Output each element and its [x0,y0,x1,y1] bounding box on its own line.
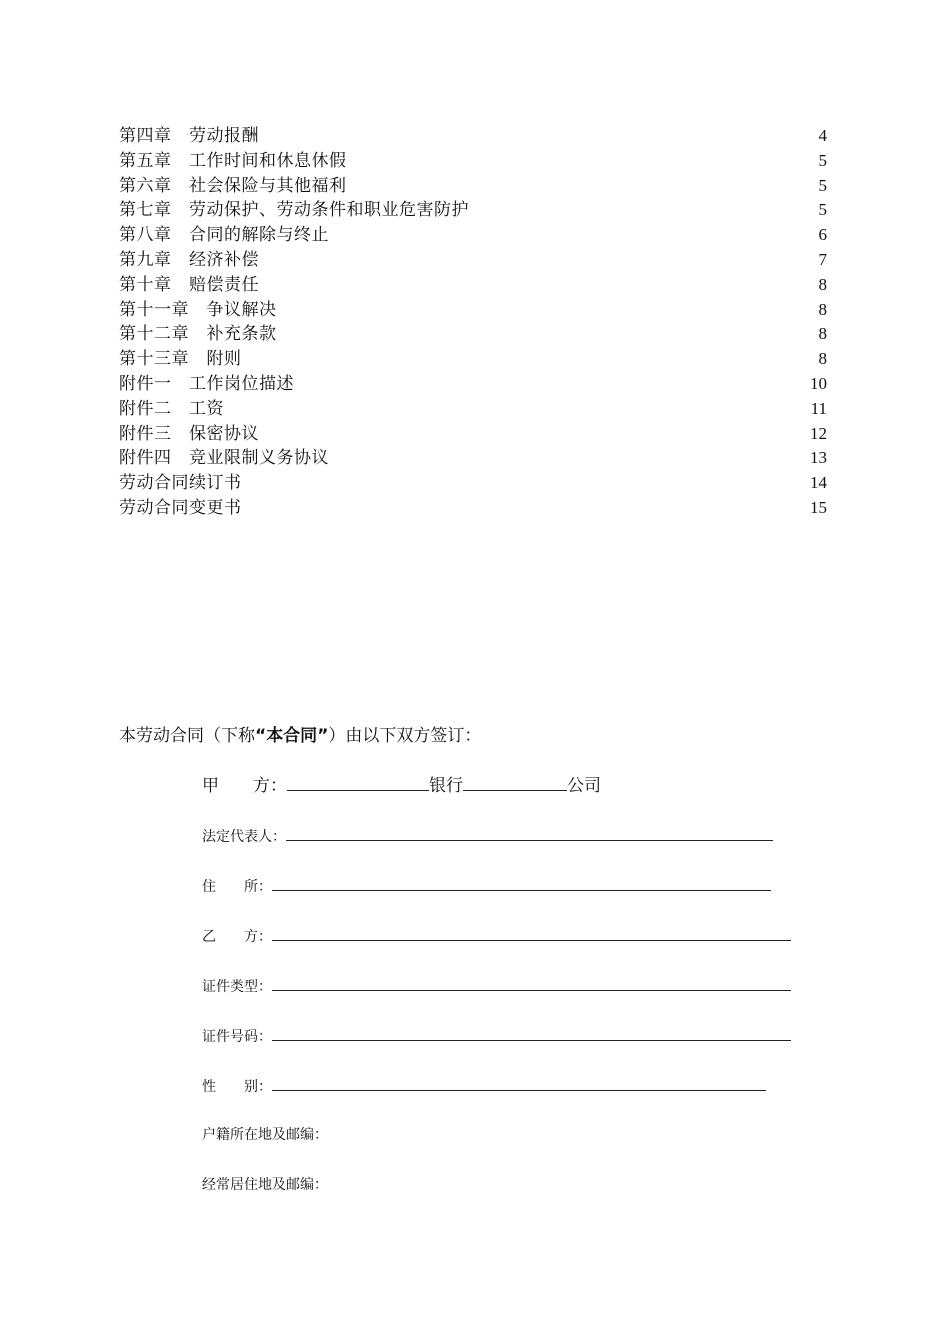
id-type-label: 证件类型： [202,979,272,995]
toc-row[interactable] [119,446,827,471]
id-type-blank[interactable] [272,974,791,991]
toc-page-number: 4 [818,126,827,145]
toc-row[interactable] [119,471,827,496]
toc-page-number: 12 [810,423,827,443]
party-a-blank-1[interactable] [287,774,429,791]
address-label: 住 所： [202,879,272,895]
toc-page-number: 13 [810,448,827,468]
toc-page-number: 15 [810,497,827,517]
party-b-row [202,924,791,946]
toc-row[interactable] [119,124,827,149]
intro-quote-open: “ [255,726,267,746]
toc-row[interactable] [119,298,827,323]
toc-page-number: 5 [818,150,827,170]
gender-label: 性 别： [202,1079,272,1095]
id-number-row [202,1024,791,1046]
party-a-label: 甲 方： [202,776,287,796]
toc-page-number: 8 [818,349,827,369]
toc-row[interactable] [119,422,827,447]
household-label: 户籍所在地及邮编： [202,1127,328,1143]
toc-title: 劳动合同变更书 [119,497,242,518]
table-of-contents [119,124,827,521]
toc-title: 附件一 工作岗位描述 [119,373,294,394]
toc-row[interactable] [119,273,827,298]
party-b-blank[interactable] [272,924,791,941]
toc-title: 第十二章 补充条款 [119,324,277,345]
toc-row[interactable] [119,372,827,397]
residence-row [202,1174,328,1194]
toc-title: 第十章 赔偿责任 [119,274,259,295]
toc-page-number: 8 [818,299,827,319]
toc-row[interactable] [119,223,827,248]
toc-title: 第十三章 附则 [119,349,242,370]
toc-title: 第九章 经济补偿 [119,249,259,270]
toc-title: 第五章 工作时间和休息休假 [119,150,347,171]
gender-row [202,1074,766,1096]
intro-suffix: ）由以下双方签订： [328,726,482,746]
toc-row[interactable] [119,322,827,347]
address-blank[interactable] [272,874,771,891]
residence-label: 经常居住地及邮编： [202,1177,328,1193]
toc-page-number: 6 [818,225,827,245]
toc-title: 第六章 社会保险与其他福利 [119,175,347,196]
toc-row[interactable] [119,149,827,174]
legal-rep-label: 法定代表人： [202,829,286,845]
party-a-blank-2[interactable] [463,774,567,791]
legal-rep-row [202,824,773,846]
toc-page-number: 14 [810,473,827,493]
toc-title: 第八章 合同的解除与终止 [119,225,329,246]
toc-page-number: 8 [818,274,827,294]
toc-title: 第十一章 争议解决 [119,299,277,320]
toc-row[interactable] [119,174,827,199]
toc-title: 附件三 保密协议 [119,423,259,444]
toc-title: 第七章 劳动保护、劳动条件和职业危害防护 [119,200,469,221]
contract-intro [119,721,481,746]
toc-row[interactable] [119,496,827,521]
toc-page-number: 10 [810,373,827,393]
toc-title: 第四章 劳动报酬 [119,126,259,146]
intro-bold-term: 本合同 [266,726,318,746]
toc-row[interactable] [119,198,827,223]
toc-page-number: 8 [818,324,827,344]
toc-title: 附件二 工资 [119,398,224,419]
id-number-label: 证件号码： [202,1029,272,1045]
party-a-bank: 银行 [429,776,463,796]
toc-title: 劳动合同续订书 [119,473,242,494]
id-type-row [202,974,791,996]
toc-row[interactable] [119,397,827,422]
address-row [202,874,771,896]
household-row [202,1124,328,1144]
toc-page-number: 7 [818,249,827,269]
id-number-blank[interactable] [272,1024,791,1041]
toc-page-number: 5 [818,200,827,220]
toc-title: 附件四 竞业限制义务协议 [119,448,329,469]
toc-row[interactable] [119,248,827,273]
toc-page-number: 5 [818,175,827,195]
party-a-company: 公司 [567,776,601,796]
party-b-label: 乙 方： [202,929,272,945]
toc-row[interactable] [119,347,827,372]
legal-rep-blank[interactable] [286,824,773,841]
toc-page-number: 11 [810,398,827,418]
intro-quote-close: ” [317,726,329,746]
intro-prefix: 本劳动合同（下称 [119,726,255,746]
gender-blank[interactable] [272,1074,766,1091]
party-a-row [202,771,601,796]
